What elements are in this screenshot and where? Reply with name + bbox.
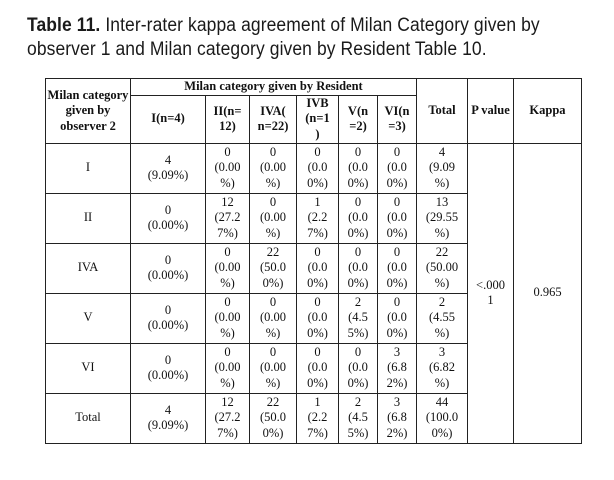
row-label: Total — [46, 393, 131, 443]
table-cell: 0 (0.0 0%) — [339, 243, 378, 293]
table-cell: 0 (0.00 %) — [206, 343, 250, 393]
table-cell: 0 (0.0 0%) — [339, 143, 378, 193]
table-cell: 0 (0.00 %) — [250, 143, 297, 193]
table-cell: 3 (6.8 2%) — [378, 343, 417, 393]
table-cell: 0 (0.0 0%) — [297, 343, 339, 393]
table-cell: 0 (0.0 0%) — [297, 293, 339, 343]
caption-text: Inter-rater kappa agreement of Milan Category given by observer 1 and Milan category given by Resident Table 10. — [27, 15, 540, 60]
table-cell: 2 (4.5 5%) — [339, 393, 378, 443]
table-cell: 44 (100.0 0%) — [417, 393, 468, 443]
row-label: IVA — [46, 243, 131, 293]
col-header-total: Total — [417, 79, 468, 144]
col-header-ivb: IVB (n=1 ) — [297, 95, 339, 143]
kappa-value-cell: 0.965 — [514, 143, 582, 443]
table-cell: 4 (9.09%) — [131, 393, 206, 443]
table-cell: 13 (29.55 %) — [417, 193, 468, 243]
corner-header: Milan category given by observer 2 — [46, 79, 131, 144]
table-cell: 0 (0.0 0%) — [339, 343, 378, 393]
table-cell: 0 (0.0 0%) — [339, 193, 378, 243]
row-label: VI — [46, 343, 131, 393]
table-cell: 4 (9.09%) — [131, 143, 206, 193]
group-header: Milan category given by Resident — [131, 79, 417, 96]
table-cell: 0 (0.0 0%) — [378, 293, 417, 343]
table-cell: 0 (0.0 0%) — [378, 193, 417, 243]
table-cell: 22 (50.0 0%) — [250, 243, 297, 293]
table-cell: 0 (0.0 0%) — [378, 243, 417, 293]
row-label: V — [46, 293, 131, 343]
table-cell: 0 (0.00 %) — [250, 193, 297, 243]
table-cell: 0 (0.00%) — [131, 243, 206, 293]
col-header-ii: II(n= 12) — [206, 95, 250, 143]
table-cell: 0 (0.00%) — [131, 343, 206, 393]
p-value-cell: <.000 1 — [468, 143, 514, 443]
table-cell: 22 (50.0 0%) — [250, 393, 297, 443]
table-cell: 0 (0.00%) — [131, 193, 206, 243]
col-header-v: V(n =2) — [339, 95, 378, 143]
table-cell: 1 (2.2 7%) — [297, 393, 339, 443]
row-label: II — [46, 193, 131, 243]
table-cell: 0 (0.0 0%) — [297, 143, 339, 193]
table-cell: 0 (0.00%) — [131, 293, 206, 343]
col-header-iva: IVA( n=22) — [250, 95, 297, 143]
caption-label: Table 11. — [27, 15, 101, 36]
table-cell: 12 (27.2 7%) — [206, 193, 250, 243]
table-cell: 0 (0.0 0%) — [378, 143, 417, 193]
table-cell: 0 (0.00 %) — [250, 343, 297, 393]
table-cell: 12 (27.2 7%) — [206, 393, 250, 443]
table-cell: 1 (2.2 7%) — [297, 193, 339, 243]
row-label: I — [46, 143, 131, 193]
kappa-table — [45, 78, 582, 444]
table-cell: 0 (0.00 %) — [206, 143, 250, 193]
table-cell: 2 (4.5 5%) — [339, 293, 378, 343]
col-header-vi: VI(n =3) — [378, 95, 417, 143]
table-row — [46, 143, 582, 193]
kappa-header: Kappa — [514, 79, 582, 144]
table-cell: 3 (6.82 %) — [417, 343, 468, 393]
p-value-header: P value — [468, 79, 514, 144]
table-cell: 3 (6.8 2%) — [378, 393, 417, 443]
table-cell: 0 (0.0 0%) — [297, 243, 339, 293]
table-cell: 0 (0.00 %) — [206, 243, 250, 293]
table-caption — [27, 14, 561, 62]
table-cell: 2 (4.55 %) — [417, 293, 468, 343]
table-cell: 0 (0.00 %) — [206, 293, 250, 343]
table-cell: 4 (9.09 %) — [417, 143, 468, 193]
table-cell: 22 (50.00 %) — [417, 243, 468, 293]
col-header-i: I(n=4) — [131, 95, 206, 143]
table-cell: 0 (0.00 %) — [250, 293, 297, 343]
